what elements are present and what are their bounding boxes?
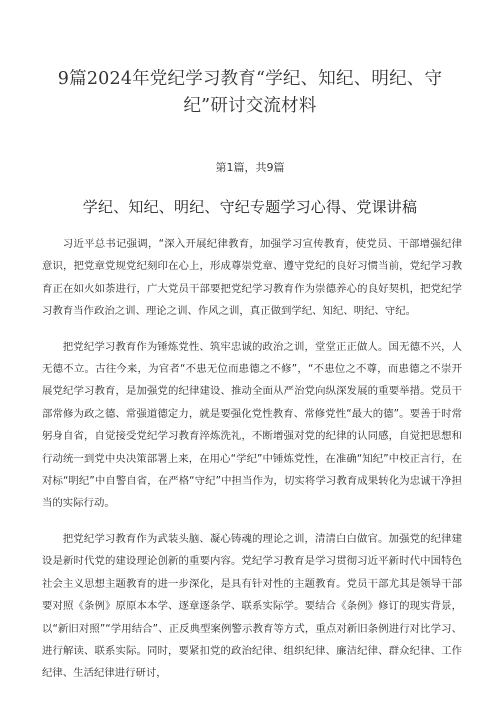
part-label: 第1篇，共9篇 <box>215 161 285 174</box>
paragraph: 把党纪学习教育作为武装头脑、凝心铸魂的理论之训，清清白白做官。加强党的纪律建设是新时代党的建设理论创新的重要内容。党纪学习教育是学习贯彻习近平新时代中国特色社会主义思想主题教育的进一步深化，是具有针对性的主题教育。党员干部尤其是领导干部要对照《条例》原原本本学、逐章逐条学、联系实际学。要结合《条例》修订的现实背景，以“新旧对照”“学用结合”、正反典型案例警示教育等方式，重点对新旧条例进行对比学习、进行解读、联系实际。同时，要紧扣党的政治纪律、组织纪律、廉洁纪律、群众纪律、工作纪律、生活纪律进行研讨， <box>42 532 462 680</box>
document-title: 9篇2024年党纪学习教育“学纪、知纪、明纪、守纪”研讨交流材料 <box>57 69 443 116</box>
paragraph: 习近平总书记强调，“深入开展纪律教育，加强学习宣传教育，使党员、干部增强纪律意识，把党章党规党纪刻印在心上，形成尊崇党章、遵守党纪的良好习惯当前，党纪学习教育正在如火如荼进行，广大党员干部要把党纪学习教育作为崇德养心的良好契机，把党纪学习教育当作政治之训、理论之训、作风之训，真正做到学纪、知纪、明纪、守纪。 <box>42 238 462 318</box>
section-title: 学纪、知纪、明纪、守纪专题学习心得、党课讲稿 <box>82 198 418 216</box>
paragraph: 把党纪学习教育作为锤炼党性、筑牢忠诚的政治之训，堂堂正正做人。国无德不兴，人无德不立。古往今来，为官者“不患无位而患德之不修”，“不患位之不尊，而患德之不崇开展党纪学习教育，是加强党的纪律建设、推动全面从严治党向纵深发展的重要举措。党员干部常修为政之德、常强道德定力，就是要强化党性教育、常修党性“最大的德”。要善于时常躬身自省，自觉接受党纪学习教育淬炼洗礼，不断增强对党的纪律的认同感，自觉把思想和行动统一到党中央决策部署上来，在用心“学纪”中锤炼党性，在准确“知纪”中校正言行，在对标“明纪”中自警自省，在严格“守纪”中担当作为，切实将学习教育成果转化为忠诚干净担当的实际行动。 <box>42 340 462 510</box>
document-body <box>42 233 462 698</box>
